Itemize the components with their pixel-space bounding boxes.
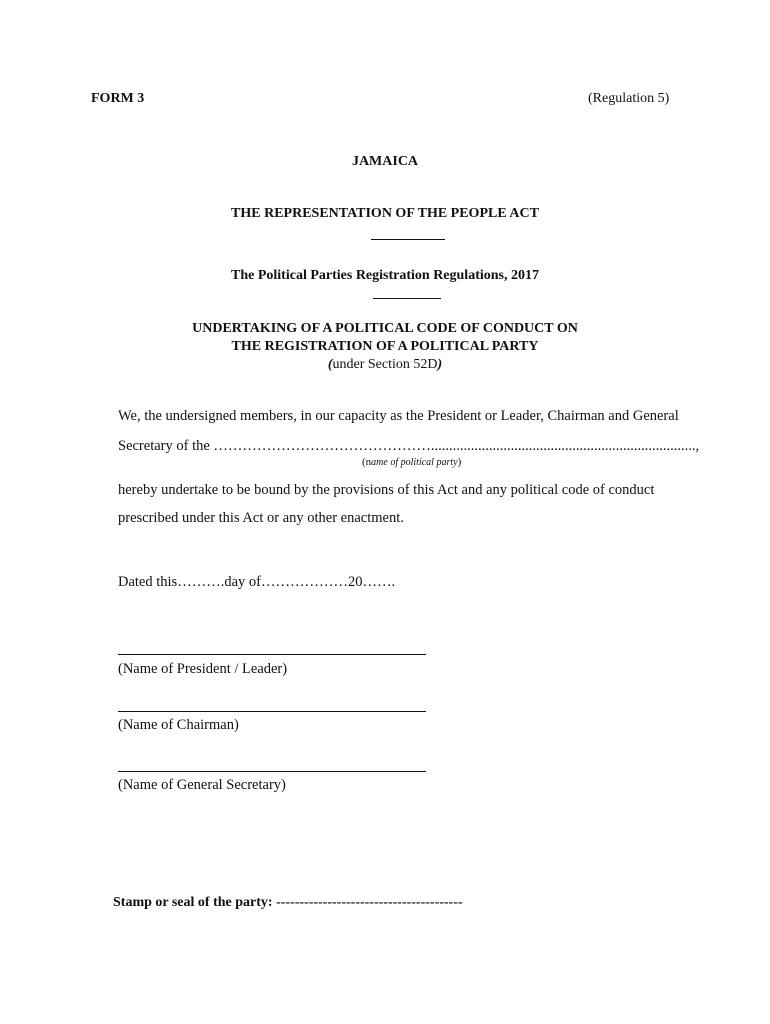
section-reference — [0, 357, 770, 373]
section-text: under Section 52D — [332, 357, 438, 372]
secretary-signature-line — [118, 771, 426, 772]
stamp-field — [113, 895, 463, 911]
party-name-hint — [362, 456, 461, 468]
section-open-paren: ( — [327, 357, 333, 372]
regulation-reference: (Regulation 5) — [588, 91, 670, 106]
president-signature-line — [118, 654, 426, 655]
secretary-signature-label: (Name of General Secretary) — [118, 777, 286, 793]
party-hint-open: (n — [362, 456, 372, 468]
undertaking-line3: hereby undertake to be bound by the provisions of this Act and any political code of conduct — [118, 482, 655, 498]
undertaking-line4: prescribed under this Act or any other enactment. — [118, 510, 404, 526]
party-hint-text: ame of political party — [371, 457, 458, 468]
undertaking-line1: We, the undersigned members, in our capacity as the President or Leader, Chairman and General — [118, 408, 679, 424]
party-hint-close: ) — [457, 456, 462, 468]
undertaking-line2: Secretary of the ………………………………………........................................................................., — [118, 438, 700, 454]
president-signature-label: (Name of President / Leader) — [118, 661, 288, 677]
chairman-signature-line — [118, 711, 426, 712]
form-label: FORM 3 — [91, 91, 145, 106]
regulations-title: The Political Parties Registration Regulations, 2017 — [231, 268, 539, 283]
section-close-paren: ) — [437, 357, 443, 372]
stamp-dashes: ---------------------------------------- — [276, 895, 463, 910]
chairman-signature-label: (Name of Chairman) — [118, 717, 239, 733]
stamp-label: Stamp or seal of the party: — [113, 895, 273, 910]
regulations-divider — [373, 298, 441, 299]
title-divider — [371, 239, 445, 240]
undertaking-title-line2: THE REGISTRATION OF A POLITICAL PARTY — [231, 339, 539, 354]
country-title: JAMAICA — [351, 154, 419, 169]
undertaking-title-line1: UNDERTAKING OF A POLITICAL CODE OF CONDUCT ON — [192, 321, 578, 336]
act-title: THE REPRESENTATION OF THE PEOPLE ACT — [231, 206, 539, 221]
dated-line: Dated this……….day of………………20……. — [118, 574, 396, 590]
